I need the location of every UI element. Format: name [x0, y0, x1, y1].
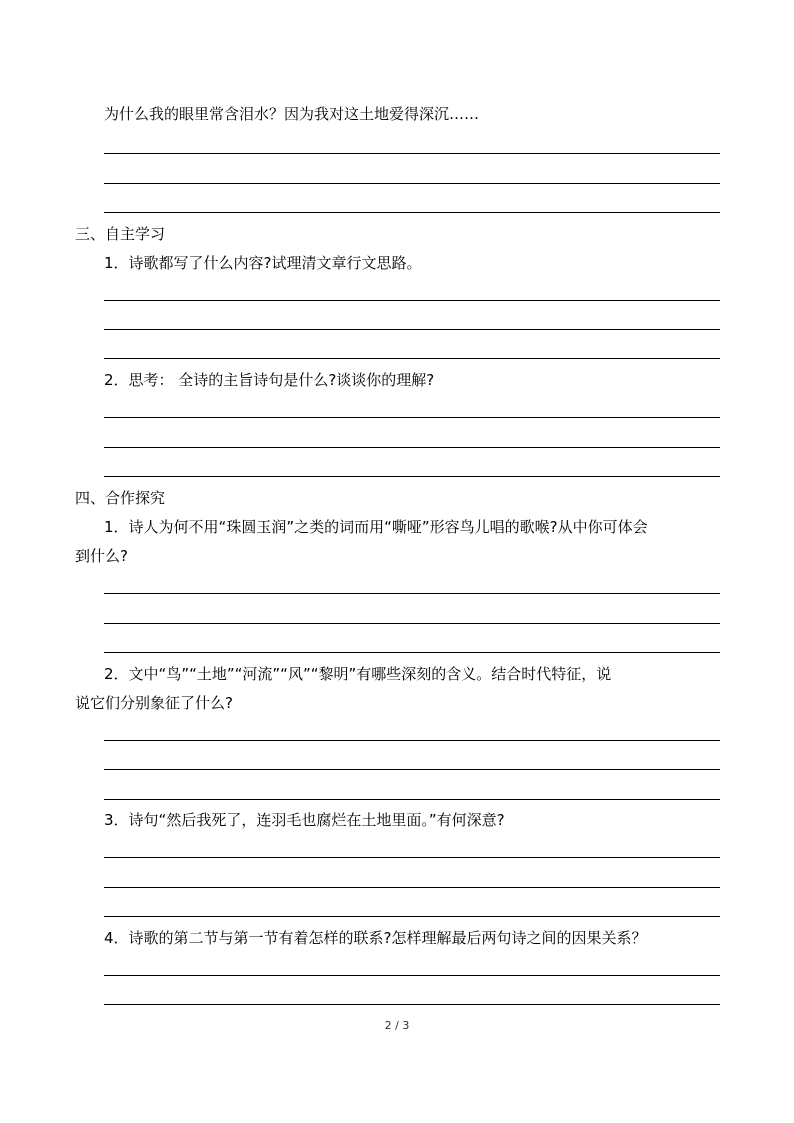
question-4-1-line1: 1．诗人为何不用“珠圆玉润”之类的词而用“嘶哑”形容鸟儿唱的歌喉?从中你可体会 [104, 518, 648, 536]
answer-line [104, 916, 720, 917]
answer-line [104, 476, 720, 477]
answer-line [104, 417, 720, 418]
answer-line [104, 153, 720, 154]
question-4-2-line2: 说它们分别象征了什么? [75, 694, 233, 712]
answer-line [104, 329, 720, 330]
section-heading-self-study: 三、自主学习 [75, 225, 166, 243]
answer-line [104, 300, 720, 301]
answer-line [104, 212, 720, 213]
question-3-1: 1．诗歌都写了什么内容?试理清文章行文思路。 [104, 254, 422, 272]
intro-quote-line: 为什么我的眼里常含泪水？因为我对这土地爱得深沉…… [104, 105, 480, 123]
answer-line [104, 652, 720, 653]
answer-line [104, 799, 720, 800]
answer-line [104, 740, 720, 741]
question-4-3: 3．诗句“然后我死了，连羽毛也腐烂在土地里面。”有何深意? [104, 811, 505, 829]
question-4-1-line2: 到什么? [75, 547, 128, 565]
question-4-4: 4．诗歌的第二节与第一节有着怎样的联系?怎样理解最后两句诗之间的因果关系？ [104, 929, 647, 947]
answer-line [104, 887, 720, 888]
section-heading-cooperative-inquiry: 四、合作探究 [75, 489, 166, 507]
question-4-2-line1: 2．文中“鸟”“土地”“河流”“风”“黎明”有哪些深刻的含义。结合时代特征，说 [104, 665, 612, 683]
answer-line [104, 857, 720, 858]
question-3-2: 2．思考： 全诗的主旨诗句是什么?谈谈你的理解? [104, 371, 435, 389]
answer-line [104, 593, 720, 594]
answer-line [104, 358, 720, 359]
answer-line [104, 1004, 720, 1005]
answer-line [104, 769, 720, 770]
answer-line [104, 623, 720, 624]
page-number: 2 / 3 [384, 1019, 410, 1032]
answer-line [104, 447, 720, 448]
answer-line [104, 975, 720, 976]
answer-line [104, 183, 720, 184]
